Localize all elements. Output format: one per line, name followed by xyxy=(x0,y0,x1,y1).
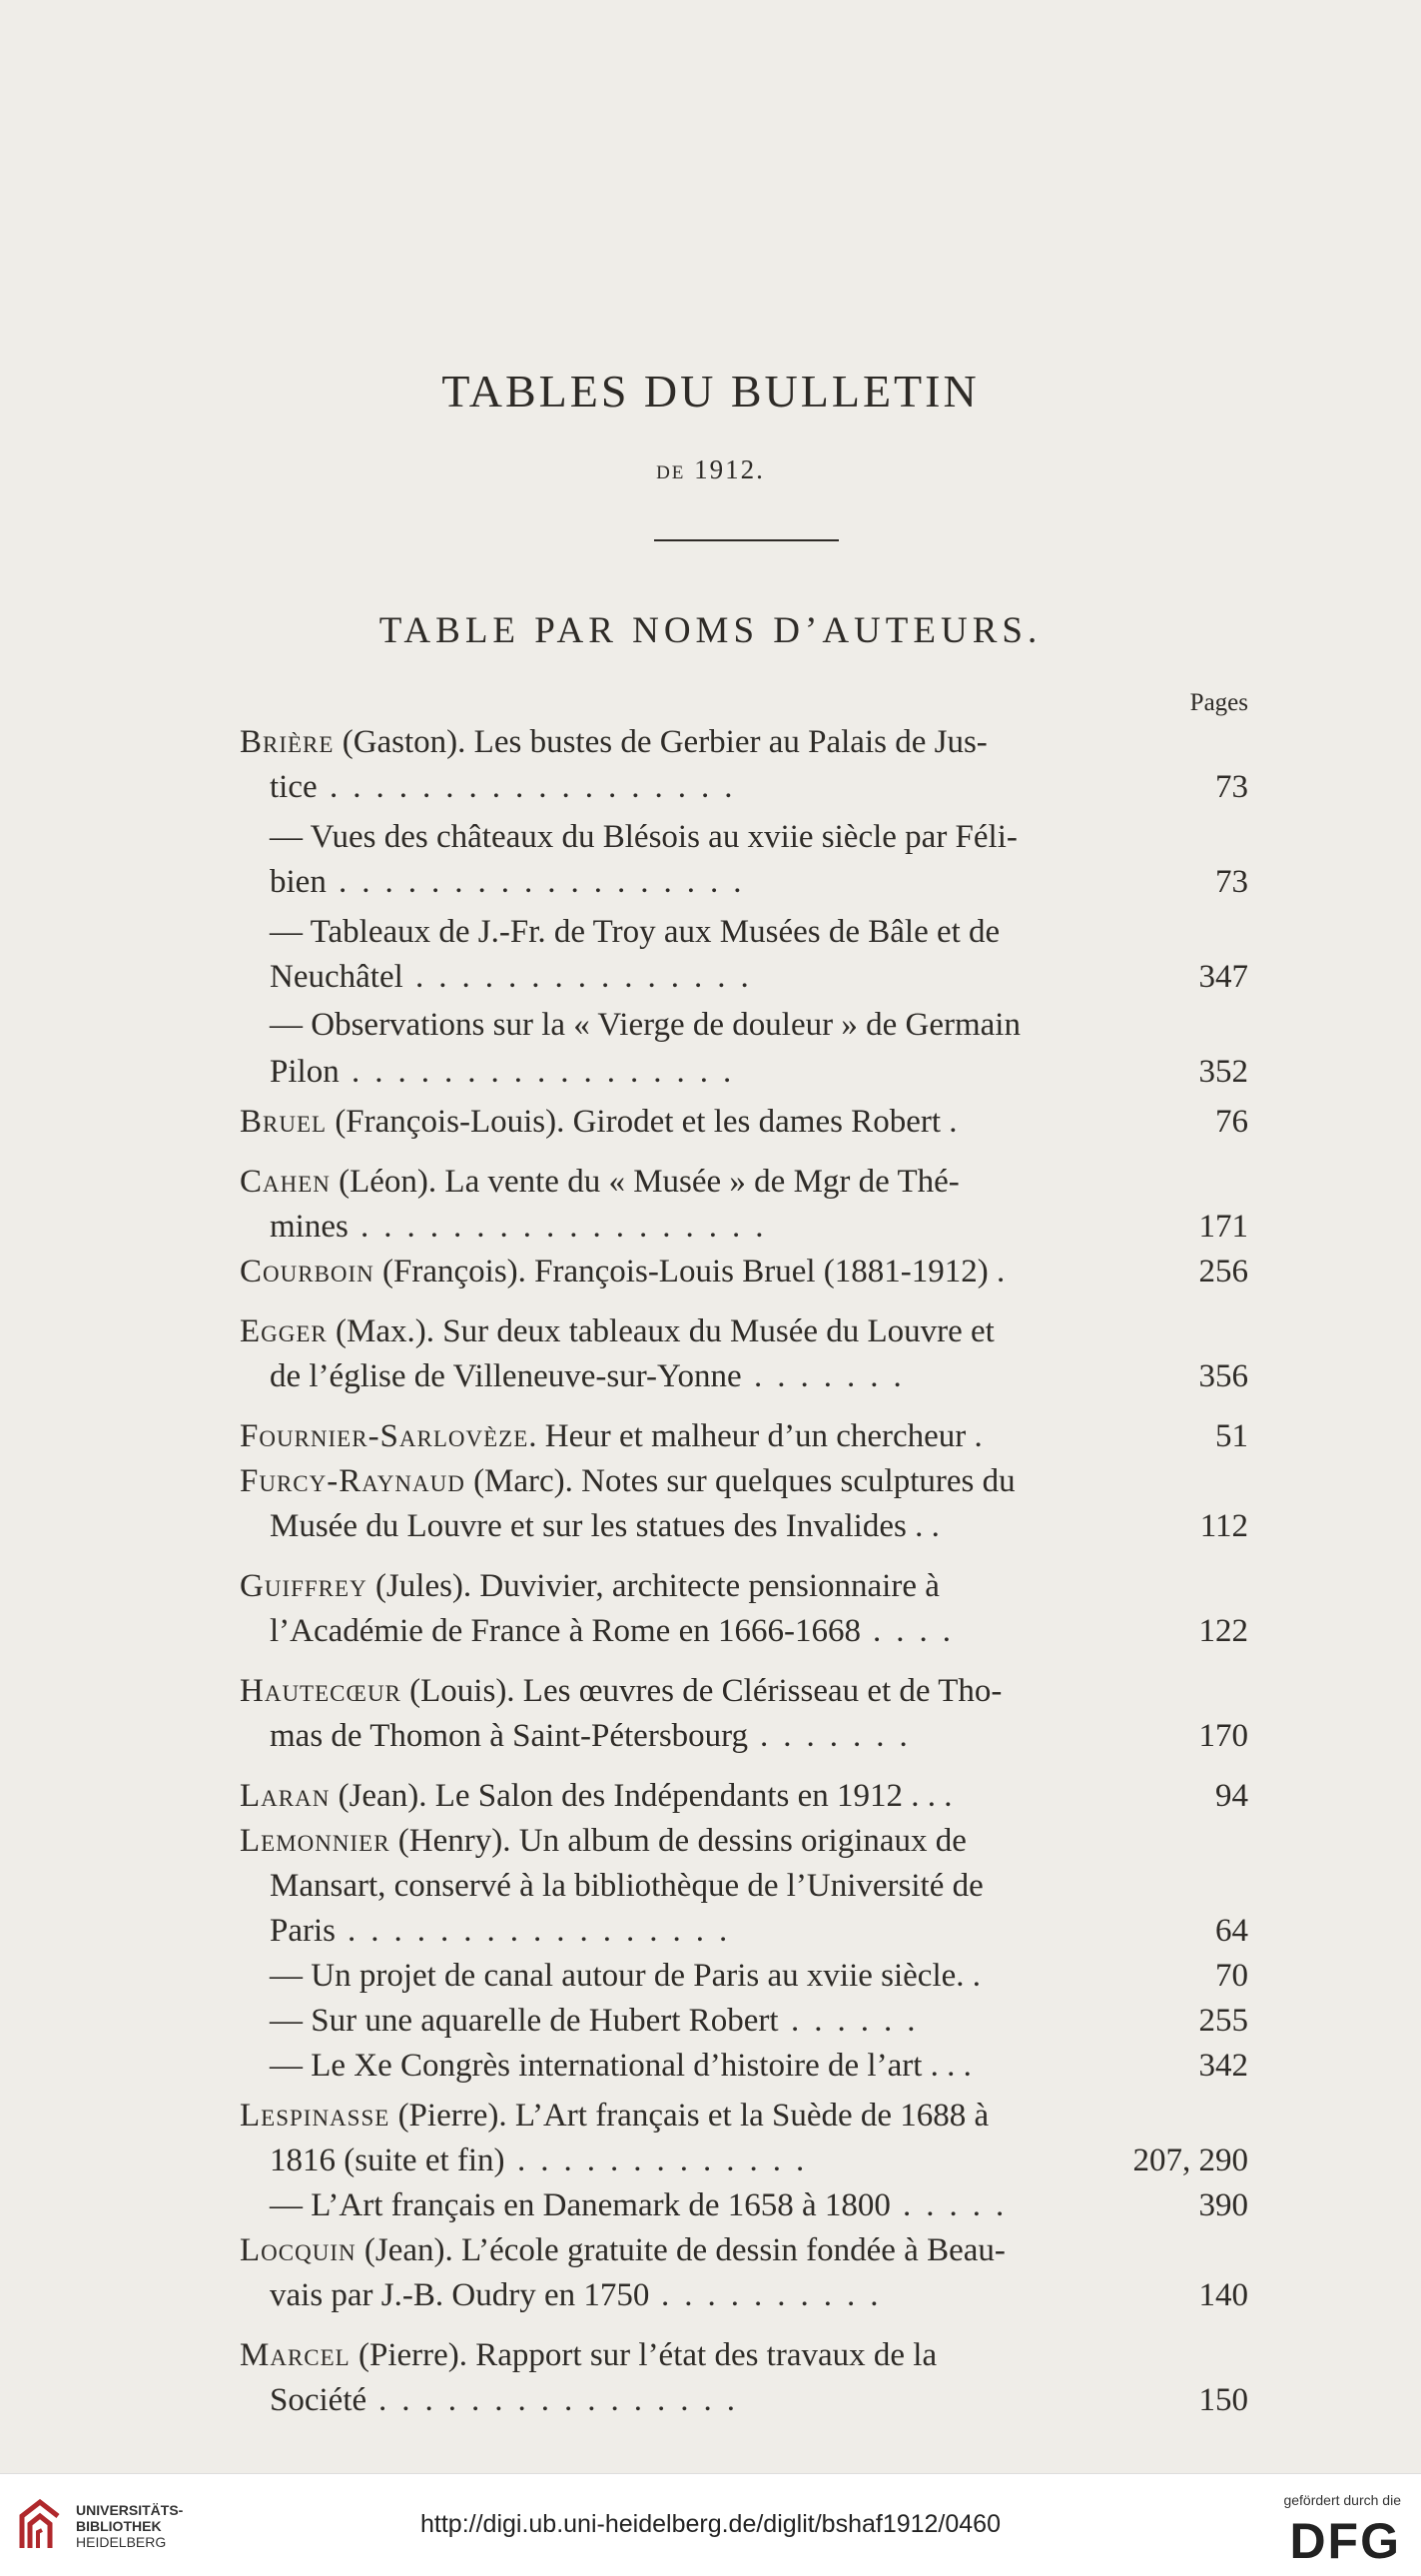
author-name: Hautecœur xyxy=(240,1673,401,1709)
index-line-text: l’Académie de France à Rome en 1666-1668 xyxy=(270,1613,861,1649)
dot-leader: ....... xyxy=(760,1718,923,1754)
index-line xyxy=(240,1049,1248,1095)
page-number: 150 xyxy=(1198,2382,1248,2418)
index-line-text: vais par J.-B. Oudry en 1750 xyxy=(270,2277,650,2313)
index-line-text: Furcy-Raynaud (Marc). Notes sur quelques sculptures du xyxy=(240,1463,1016,1499)
index-line xyxy=(240,2043,1248,2089)
dot-leader: ............. xyxy=(517,2143,820,2178)
section-heading: TABLE PAR NOMS D’AUTEURS. xyxy=(378,610,1043,651)
index-line-text: Cahen (Léon). La vente du « Musée » de Mgr de Thé- xyxy=(240,1164,960,1200)
index-line xyxy=(240,1773,1248,1819)
index-line xyxy=(240,2093,1248,2139)
page-number: 140 xyxy=(1198,2277,1248,2313)
index-line-text: Mansart, conservé à la bibliothèque de l’Université de xyxy=(270,1868,984,1904)
index-line-text: Laran (Jean). Le Salon des Indépendants en 1912 . . . xyxy=(240,1778,953,1814)
index-line-text: — Tableaux de J.-Fr. de Troy aux Musées de Bâle et de xyxy=(270,914,1001,950)
index-line xyxy=(240,859,1248,905)
dot-leader: .................. xyxy=(360,1209,779,1245)
page-number: 76 xyxy=(1215,1104,1248,1140)
index-line-text: Locquin (Jean). L’école gratuite de dessin fondée à Beau- xyxy=(240,2232,1006,2268)
page-number: 51 xyxy=(1215,1418,1248,1454)
index-line-text: — Un projet de canal autour de Paris au xviie siècle. . xyxy=(270,1958,982,1994)
index-line xyxy=(240,1249,1248,1294)
index-line xyxy=(240,1002,1248,1048)
page-number: 73 xyxy=(1215,769,1248,805)
title-rule xyxy=(654,539,839,541)
dot-leader: ..... xyxy=(903,2187,1020,2223)
dot-leader: .................. xyxy=(330,769,748,805)
index-line-text: de l’église de Villeneuve-sur-Yonne xyxy=(270,1358,742,1394)
page-number: 94 xyxy=(1215,1778,1248,1814)
index-line xyxy=(240,764,1248,810)
dot-leader: ................ xyxy=(378,2382,750,2418)
index-line xyxy=(240,1458,1248,1504)
library-name-line3: HEIDELBERG xyxy=(76,2534,167,2550)
index-line xyxy=(240,2272,1248,2318)
index-line xyxy=(240,1099,1248,1145)
index-line-text: Egger (Max.). Sur deux tableaux du Musée du Louvre et xyxy=(240,1313,995,1349)
index-line-text: Brière (Gaston). Les bustes de Gerbier au Palais de Jus- xyxy=(240,724,988,760)
page-number: 73 xyxy=(1215,864,1248,900)
index-line-text: Courboin (François). François-Louis Bruel (1881-1912) . xyxy=(240,1254,1006,1289)
author-name: Guiffrey xyxy=(240,1568,367,1604)
subtitle-year: 1912. xyxy=(694,454,765,484)
author-name: Bruel xyxy=(240,1104,328,1140)
index-line xyxy=(240,1863,1248,1909)
index-line xyxy=(240,2182,1248,2228)
library-name-line1: UNIVERSITÄTS- xyxy=(76,2502,184,2518)
page-number: 207, 290 xyxy=(1132,2143,1248,2178)
index-line xyxy=(240,2332,1248,2378)
index-line xyxy=(240,909,1248,955)
index-line-text: 1816 (suite et fin) xyxy=(270,2143,505,2178)
index-line-text: Hautecœur (Louis). Les œuvres de Clérisseau et de Tho- xyxy=(240,1673,1003,1709)
page-number: 70 xyxy=(1215,1958,1248,1994)
dot-leader: .................. xyxy=(339,864,757,900)
page-number: 356 xyxy=(1198,1358,1248,1394)
author-name: Marcel xyxy=(240,2337,351,2373)
index-line-text: — Vues des châteaux du Blésois au xviie siècle par Féli- xyxy=(270,819,1018,855)
author-name: Laran xyxy=(240,1778,331,1814)
index-line xyxy=(240,1503,1248,1549)
page-number: 112 xyxy=(1199,1508,1248,1544)
footer-bar xyxy=(0,2473,1421,2576)
index-line xyxy=(240,1668,1248,1714)
dot-leader: .... xyxy=(873,1613,966,1649)
document-url-link[interactable]: http://digi.ub.uni-heidelberg.de/diglit/bshaf1912/0460 xyxy=(420,2510,1001,2538)
index-line xyxy=(240,1908,1248,1954)
index-line xyxy=(240,2138,1248,2183)
page-number: 347 xyxy=(1198,959,1248,995)
author-name: Brière xyxy=(240,724,335,760)
index-line-text: mines xyxy=(270,1209,349,1245)
library-name-line2: BIBLIOTHEK xyxy=(76,2518,162,2534)
page-number: 170 xyxy=(1198,1718,1248,1754)
index-line xyxy=(240,1413,1248,1459)
index-line xyxy=(240,1953,1248,1999)
subtitle-prefix: DE xyxy=(656,462,686,483)
dot-leader: ............... xyxy=(415,959,764,995)
index-line-text: Pilon xyxy=(270,1054,340,1090)
index-line-text: — L’Art français en Danemark de 1658 à 1800 xyxy=(270,2187,891,2223)
author-name: Lespinasse xyxy=(240,2098,390,2134)
index-line xyxy=(240,1308,1248,1354)
author-name: Lemonnier xyxy=(240,1823,390,1859)
index-line-text: Société xyxy=(270,2382,367,2418)
author-name: Courboin xyxy=(240,1254,374,1289)
dot-leader: ................. xyxy=(352,1054,747,1090)
page-number: 390 xyxy=(1198,2187,1248,2223)
page-number: 255 xyxy=(1198,2003,1248,2039)
author-name: Egger xyxy=(240,1313,328,1349)
index-line-text: — Observations sur la « Vierge de douleur » de Germain xyxy=(270,1007,1021,1043)
index-line xyxy=(240,1818,1248,1864)
index-line xyxy=(240,814,1248,860)
pages-column-header: Pages xyxy=(1189,689,1248,716)
index-line-text: bien xyxy=(270,864,327,900)
page-number: 256 xyxy=(1198,1254,1248,1289)
index-line xyxy=(240,1563,1248,1609)
index-line-text: mas de Thomon à Saint-Pétersbourg xyxy=(270,1718,749,1754)
index-line-text: Paris xyxy=(270,1913,336,1949)
index-line-text: — Le Xe Congrès international d’histoire de l’art . . . xyxy=(270,2048,972,2084)
page-number: 352 xyxy=(1198,1054,1248,1090)
page-number: 64 xyxy=(1215,1913,1248,1949)
index-line-text: Guiffrey (Jules). Duvivier, architecte pensionnaire à xyxy=(240,1568,940,1604)
index-line xyxy=(240,1159,1248,1205)
dot-leader: ................. xyxy=(348,1913,743,1949)
dot-leader: .......... xyxy=(661,2277,894,2313)
page-number: 342 xyxy=(1198,2048,1248,2084)
page-subtitle xyxy=(0,454,1421,485)
funding-note: gefördert durch die xyxy=(1283,2492,1401,2508)
index-line xyxy=(240,1204,1248,1250)
index-line xyxy=(240,719,1248,765)
dot-leader: ...... xyxy=(791,2003,931,2039)
index-line xyxy=(240,2377,1248,2423)
index-line-text: — Sur une aquarelle de Hubert Robert xyxy=(270,2003,779,2039)
page-number: 122 xyxy=(1198,1613,1248,1649)
index-line-text: Bruel (François-Louis). Girodet et les dames Robert . xyxy=(240,1104,958,1140)
author-name: Fournier-Sarlovèze xyxy=(240,1418,529,1454)
index-line-text: Lemonnier (Henry). Un album de dessins originaux de xyxy=(240,1823,967,1859)
author-name: Cahen xyxy=(240,1164,331,1200)
index-line-text: Musée du Louvre et sur les statues des Invalides . . xyxy=(270,1508,940,1544)
index-line-text: tice xyxy=(270,769,318,805)
index-line xyxy=(240,954,1248,1000)
index-line xyxy=(240,2227,1248,2273)
index-line xyxy=(240,1998,1248,2044)
index-line xyxy=(240,1608,1248,1654)
page-number: 171 xyxy=(1198,1209,1248,1245)
author-name: Furcy-Raynaud xyxy=(240,1463,465,1499)
index-line xyxy=(240,1713,1248,1759)
index-line-text: Marcel (Pierre). Rapport sur l’état des travaux de la xyxy=(240,2337,938,2373)
dfg-logo: DFG xyxy=(1289,2513,1401,2569)
index-line-text: Fournier-Sarlovèze. Heur et malheur d’un chercheur . xyxy=(240,1418,983,1454)
index-line-text: Lespinasse (Pierre). L’Art français et la Suède de 1688 à xyxy=(240,2098,990,2134)
author-name: Locquin xyxy=(240,2232,356,2268)
index-line xyxy=(240,1353,1248,1399)
page-title: TABLES DU BULLETIN xyxy=(441,366,980,417)
dot-leader: ....... xyxy=(754,1358,917,1394)
index-line-text: Neuchâtel xyxy=(270,959,403,995)
